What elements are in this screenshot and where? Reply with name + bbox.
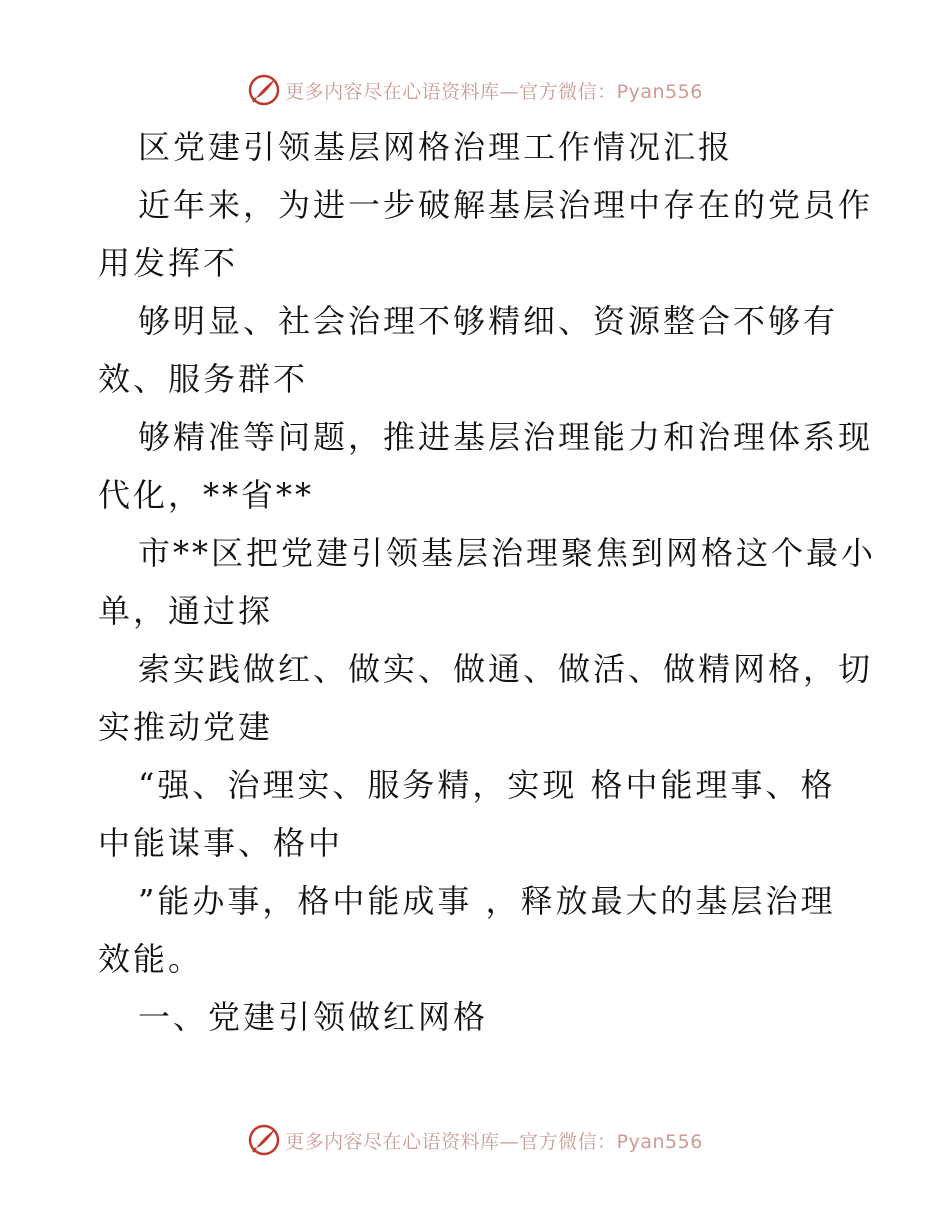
paragraph-line: 实推动党建 — [98, 708, 274, 746]
document-body — [98, 118, 877, 1046]
paragraph-line: 用发挥不 — [98, 244, 239, 282]
feather-quill-logo-icon — [247, 1123, 281, 1157]
document-title: 区党建引领基层网格治理工作情况汇报 — [138, 128, 734, 166]
feather-quill-logo-icon — [247, 73, 281, 107]
paragraph-line: 效、服务群不 — [98, 360, 309, 398]
paragraph-line: 近年来，为进一步破解基层治理中存在的党员作 — [138, 186, 874, 224]
watermark-text: 更多内容尽在心语资料库—官方微信：Pyan556 — [285, 1130, 703, 1153]
paragraph-line: 市**区把党建引领基层治理聚焦到网格这个最小 — [138, 534, 877, 572]
footer-watermark — [0, 1120, 950, 1160]
paragraph-line: 够明显、社会治理不够精细、资源整合不够有 — [138, 302, 839, 340]
watermark-text: 更多内容尽在心语资料库—官方微信：Pyan556 — [285, 80, 703, 103]
paragraph-line: 单，通过探 — [98, 592, 274, 630]
paragraph-line: 中能谋事、格中 — [98, 824, 344, 862]
paragraph-line: 效能。 — [98, 940, 204, 978]
header-watermark — [0, 70, 950, 110]
paragraph-line: 够精准等问题，推进基层治理能力和治理体系现 — [138, 418, 874, 456]
paragraph-line: “强、治理实、服务精，实现 格中能理事、格 — [138, 766, 836, 804]
section-heading: 一、党建引领做红网格 — [138, 998, 489, 1036]
paragraph-line: ”能办事，格中能成事 ，释放最大的基层治理 — [138, 882, 836, 920]
paragraph-line: 索实践做红、做实、做通、做活、做精网格，切 — [138, 650, 874, 688]
paragraph-line: 代化，**省** — [98, 476, 315, 514]
